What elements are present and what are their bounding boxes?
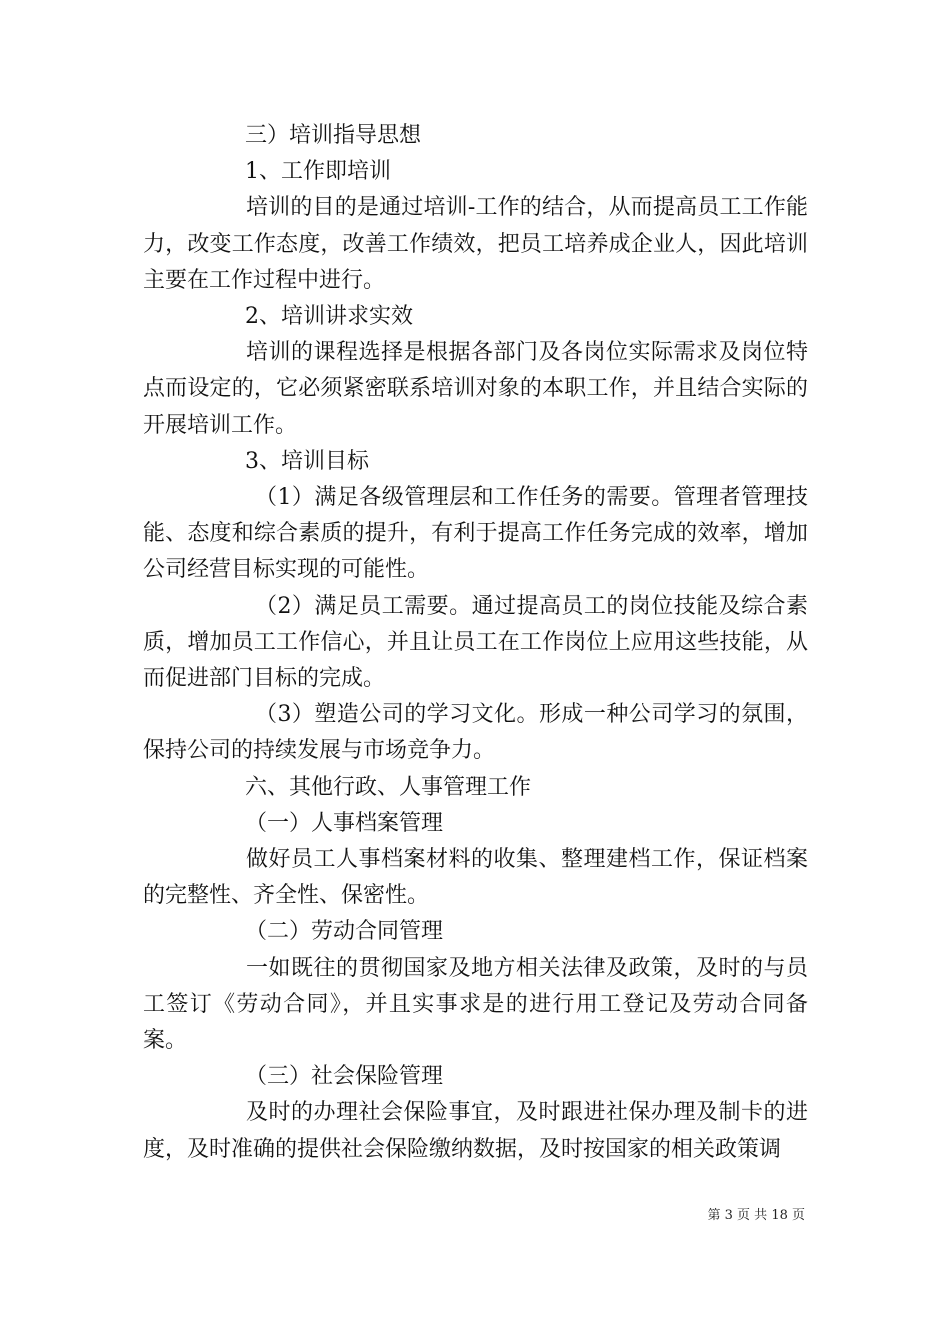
paragraph: 培训的课程选择是根据各部门及各岗位实际需求及岗位特点而设定的，它必须紧密联系培训对象的本职工作，并且结合实际的开展培训工作。 xyxy=(143,340,808,438)
paragraph: （3）塑造公司的学习文化。形成一种公司学习的氛围，保持公司的持续发展与市场竞争力。 xyxy=(143,702,808,764)
subsection-heading: 2、培训讲求实效 xyxy=(245,303,413,329)
section-heading: 六、其他行政、人事管理工作 xyxy=(245,774,532,800)
section-heading: 三）培训指导思想 xyxy=(245,123,422,148)
page-number: 第 3 页 共 18 页 xyxy=(707,1208,805,1223)
paragraph: 及时的办理社会保险事宜，及时跟进社保办理及制卡的进度，及时准确的提供社会保险缴纳数据，及时按国家的相关政策调 xyxy=(143,1100,808,1162)
paragraph: （2）满足员工需要。通过提高员工的岗位技能及综合素质，增加员工工作信心，并且让员工在工作岗位上应用这些技能，从而促进部门目标的完成。 xyxy=(143,593,808,691)
subsection-heading: 1、工作即培训 xyxy=(245,159,391,185)
document-body xyxy=(143,118,808,1168)
subsection-heading: 3、培训目标 xyxy=(245,448,369,474)
paragraph: （1）满足各级管理层和工作任务的需要。管理者管理技能、态度和综合素质的提升，有利于提高工作任务完成的效率，增加公司经营目标实现的可能性。 xyxy=(143,484,808,583)
paragraph: 培训的目的是通过培训-工作的结合，从而提高员工工作能力，改变工作态度，改善工作绩效，把员工培养成企业人，因此培训主要在工作过程中进行。 xyxy=(143,195,808,293)
paragraph: 做好员工人事档案材料的收集、整理建档工作，保证档案的完整性、齐全性、保密性。 xyxy=(143,846,808,909)
subsection-heading: （一）人事档案管理 xyxy=(245,810,444,836)
subsection-heading: （三）社会保险管理 xyxy=(245,1064,444,1090)
subsection-heading: （二）劳动合同管理 xyxy=(245,919,444,945)
paragraph: 一如既往的贯彻国家及地方相关法律及政策，及时的与员工签订《劳动合同》，并且实事求是的进行用工登记及劳动合同备案。 xyxy=(143,955,808,1053)
